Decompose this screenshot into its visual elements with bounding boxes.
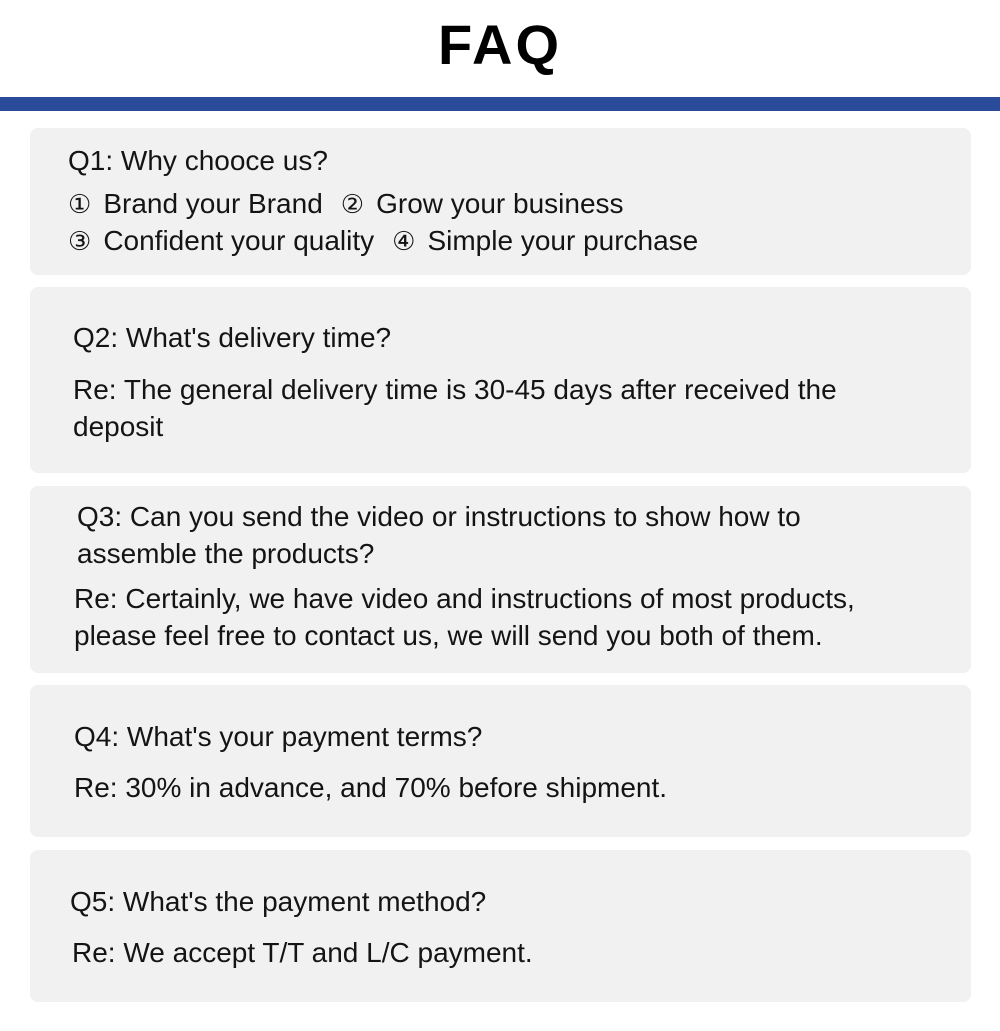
faq-item-1 [30, 128, 971, 275]
option-text-2: Grow your business [376, 188, 624, 219]
faq-answer-4: Re: 30% in advance, and 70% before shipment. [74, 772, 668, 803]
faq-answer-2-line-1: Re: The general delivery time is 30-45 days after received the [73, 374, 837, 405]
header-divider [0, 97, 1000, 111]
option-text-4: Simple your purchase [427, 225, 699, 256]
faq-item-2 [30, 287, 971, 473]
faq-answer-2-line-2: deposit [73, 411, 164, 442]
option-marker-1: ① [68, 190, 92, 220]
faq-question-1: Q1: Why chooce us? [68, 145, 328, 176]
faq-item-3 [30, 486, 971, 673]
page-title: FAQ [437, 13, 563, 76]
faq-question-3-line-1: Q3: Can you send the video or instructions to show how to [77, 501, 801, 532]
option-marker-2: ② [340, 190, 365, 220]
faq-item-4 [30, 685, 971, 837]
option-text-1: Brand your Brand [103, 188, 323, 219]
faq-answer-3-line-1: Re: Certainly, we have video and instructions of most products, [74, 583, 855, 614]
faq-question-3-line-2: assemble the products? [77, 538, 375, 569]
faq-options-row-1 [68, 185, 624, 224]
faq-options-row-2 [68, 222, 698, 261]
faq-item-5 [30, 850, 971, 1002]
option-text-3: Confident your quality [103, 225, 375, 256]
faq-question-2: Q2: What's delivery time? [73, 322, 392, 353]
faq-question-5: Q5: What's the payment method? [70, 886, 487, 917]
option-marker-3: ③ [68, 227, 92, 257]
faq-question-4: Q4: What's your payment terms? [74, 721, 483, 752]
faq-answer-3-line-2: please feel free to contact us, we will send you both of them. [74, 620, 823, 651]
option-marker-4: ④ [392, 227, 416, 257]
faq-answer-5: Re: We accept T/T and L/C payment. [72, 937, 533, 968]
